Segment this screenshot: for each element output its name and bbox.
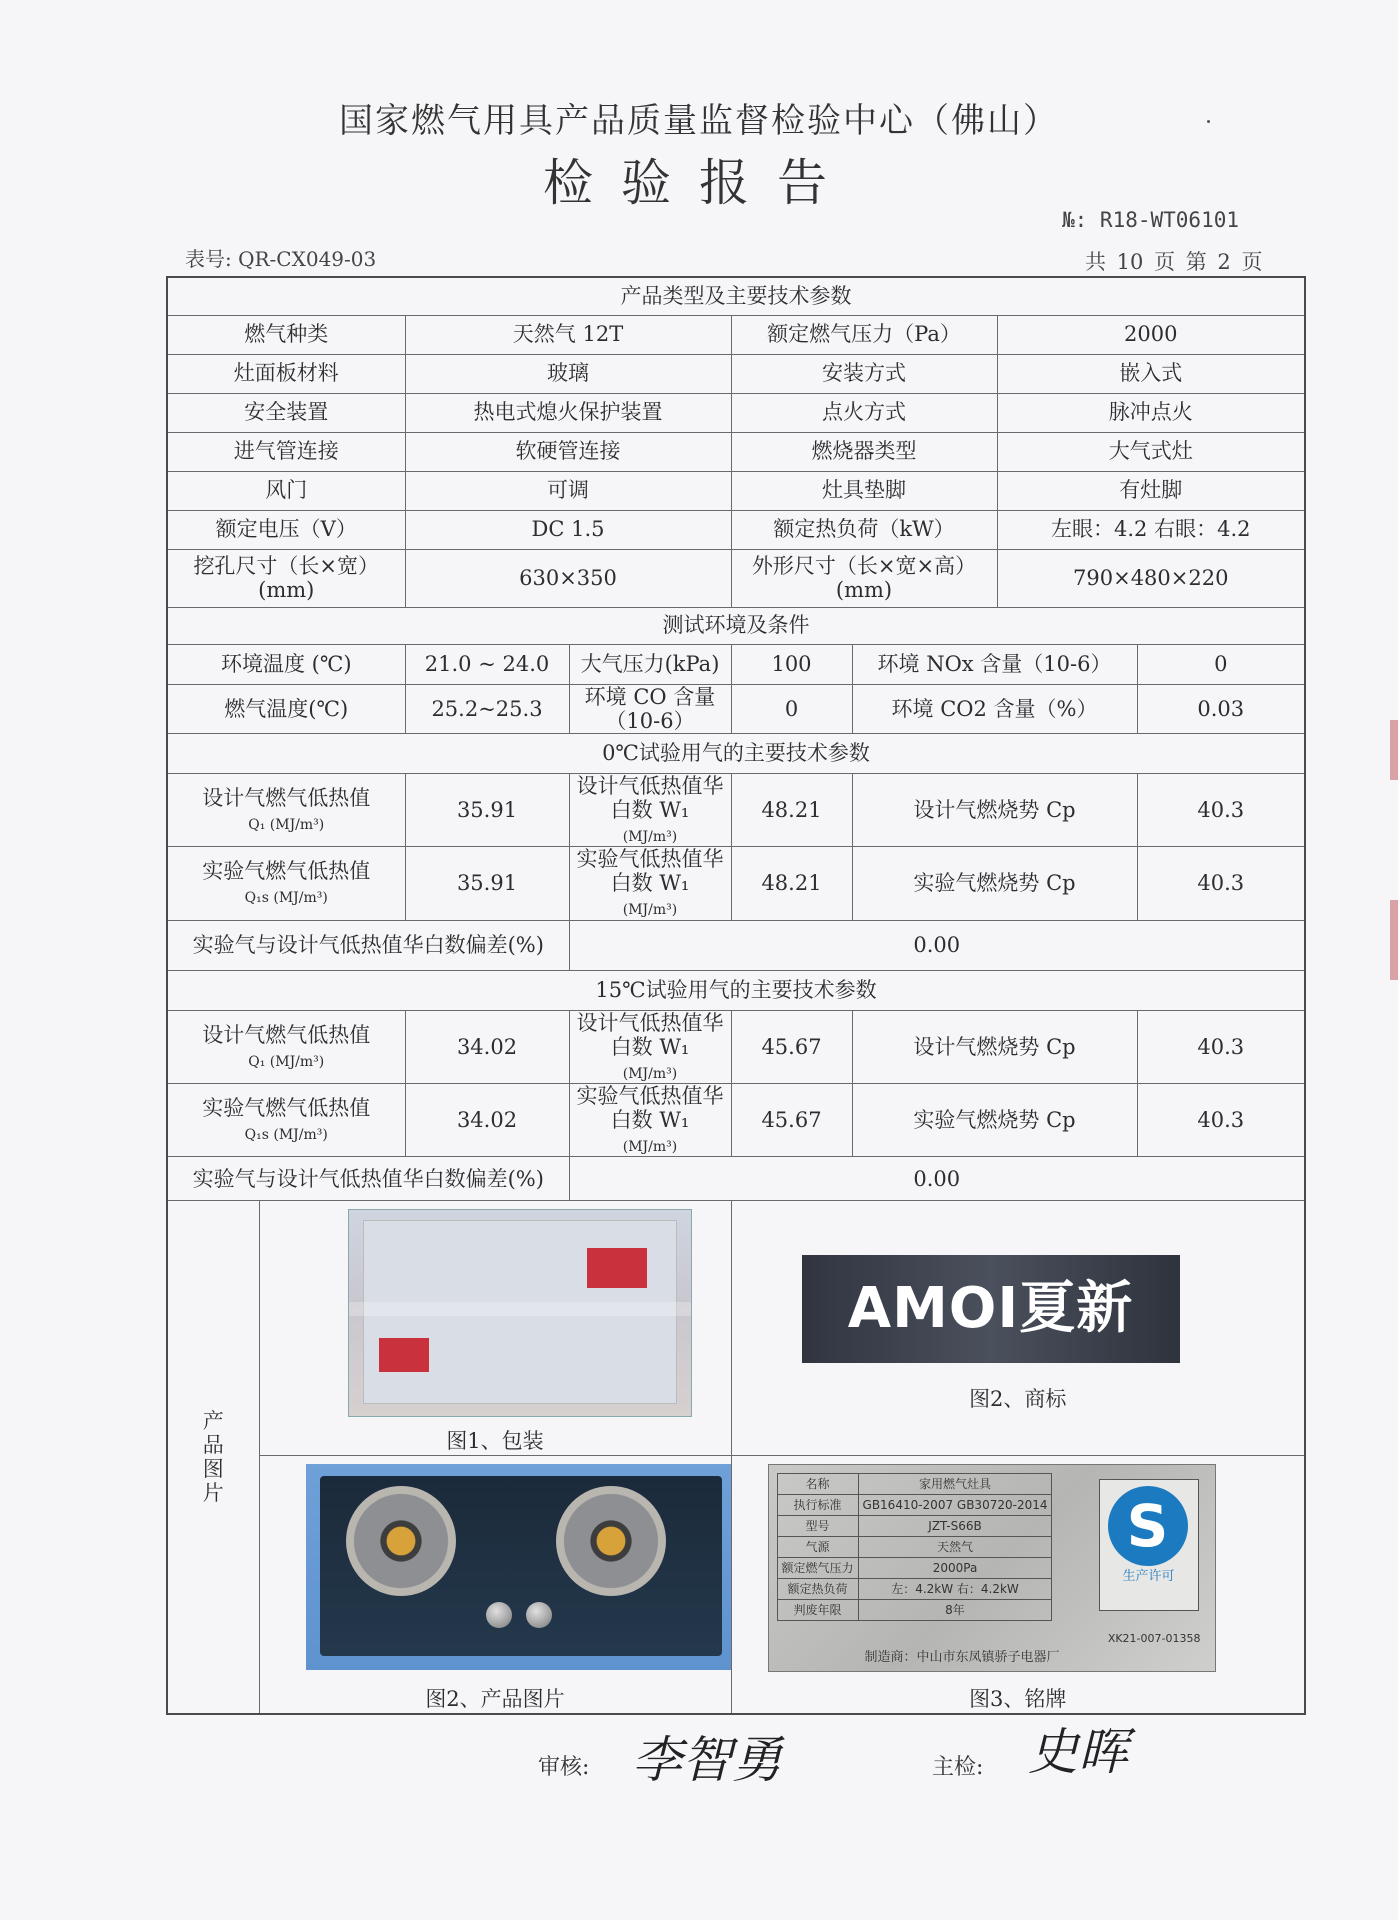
manufacturer: 制造商：中山市东凤镇骄子电器厂 (864, 1649, 1060, 1665)
report-table (166, 276, 1306, 1715)
gas-value: 34.02 (405, 1084, 569, 1157)
nameplate-value: 2000Pa (858, 1558, 1052, 1579)
nameplate-label: 执行标准 (777, 1495, 858, 1516)
deviation-value: 0.00 (569, 920, 1305, 970)
gas-value: 40.3 (1137, 773, 1305, 846)
gas-value: 40.3 (1137, 847, 1305, 920)
label-line: 设计气燃气低热值 (202, 785, 371, 810)
table-row (167, 920, 1305, 970)
label-unit: Q₁s (MJ/m³) (244, 1127, 328, 1144)
gas-value: 35.91 (405, 773, 569, 846)
label-unit: Q₁ (MJ/m³) (248, 816, 325, 833)
org-title: 国家燃气用具产品质量监督检验中心（佛山） (339, 101, 1059, 141)
param-label: 安全装置 (167, 393, 405, 432)
gas-value: 34.02 (405, 1010, 569, 1083)
gas-label (167, 847, 405, 920)
param-value: 2000 (997, 315, 1305, 354)
env-value: 0 (1137, 644, 1305, 684)
label-unit: (MJ/m³) (622, 902, 678, 919)
param-label: 风门 (167, 471, 405, 510)
label-line: 设计气低热值华白数 W₁ (576, 773, 724, 822)
gas-label: 设计气燃烧势 Cp (852, 1010, 1137, 1083)
figure-caption: 图3、铭牌 (969, 1686, 1067, 1711)
param-value: 软硬管连接 (405, 432, 731, 471)
nameplate-label: 气源 (777, 1537, 858, 1558)
env-label: 环境 CO 含量（10-6） (569, 684, 731, 733)
env-label: 大气压力(kPa) (569, 644, 731, 684)
table-row (167, 315, 1305, 354)
gas-label (167, 1010, 405, 1083)
figure-caption: 图2、商标 (969, 1387, 1067, 1412)
label-unit: (MJ/m³) (622, 1065, 678, 1082)
param-value: 790×480×220 (997, 549, 1305, 607)
edge-stamp-mark (1390, 720, 1398, 780)
figure-trademark (731, 1201, 1305, 1456)
param-label: 额定燃气压力（Pa） (731, 315, 997, 354)
packaging-photo (348, 1209, 692, 1417)
label-line: 实验气低热值华白数 W₁ (576, 1084, 724, 1133)
review-label: 审核: (538, 1755, 590, 1780)
param-label: 安装方式 (731, 354, 997, 393)
report-title: 检验报告 (543, 154, 855, 212)
nameplate-value: JZT-S66B (858, 1516, 1052, 1537)
table-row (167, 549, 1305, 607)
table-row (167, 1010, 1305, 1083)
param-label: 灶面板材料 (167, 354, 405, 393)
gas-label: 实验气燃烧势 Cp (852, 1084, 1137, 1157)
table-row (167, 684, 1305, 733)
section-title: 15℃试验用气的主要技术参数 (167, 970, 1305, 1010)
product-photo (306, 1464, 732, 1670)
param-value: 嵌入式 (997, 354, 1305, 393)
param-label (167, 549, 405, 607)
label-line: 外形尺寸（长×宽×高） (751, 553, 977, 578)
gas-value: 45.67 (731, 1084, 852, 1157)
figure-caption: 图1、包装 (446, 1429, 544, 1454)
gas-label (569, 1084, 731, 1157)
review-signature: 李智勇 (632, 1731, 782, 1789)
gas-value: 35.91 (405, 847, 569, 920)
env-value: 0.03 (1137, 684, 1305, 733)
param-value: 可调 (405, 471, 731, 510)
param-value: 脉冲点火 (997, 393, 1305, 432)
license-text: 生产许可 (1122, 1569, 1175, 1585)
env-value: 100 (731, 644, 852, 684)
param-label: 燃烧器类型 (731, 432, 997, 471)
label-unit: (mm) (835, 578, 893, 602)
gas-value: 40.3 (1137, 1010, 1305, 1083)
table-row (167, 1084, 1305, 1157)
param-value: 有灶脚 (997, 471, 1305, 510)
nameplate-table (777, 1473, 1053, 1621)
gas-label (167, 773, 405, 846)
gas-value: 45.67 (731, 1010, 852, 1083)
param-value: 天然气 12T (405, 315, 731, 354)
figure-caption: 图2、产品图片 (425, 1686, 565, 1711)
gas-value: 40.3 (1137, 1084, 1305, 1157)
table-row (167, 773, 1305, 846)
table-row (167, 471, 1305, 510)
label-line: 实验气燃气低热值 (202, 859, 371, 884)
gas-label: 设计气燃烧势 Cp (852, 773, 1137, 846)
param-label: 点火方式 (731, 393, 997, 432)
gas-label: 实验气燃烧势 Cp (852, 847, 1137, 920)
page-count: 共 10 页 第 2 页 (1085, 250, 1263, 274)
gas-value: 48.21 (731, 773, 852, 846)
label-line: 实验气低热值华白数 W₁ (576, 847, 724, 896)
label-char: 品 (202, 1433, 224, 1458)
nameplate-label: 名称 (777, 1474, 858, 1495)
label-unit: (MJ/m³) (622, 829, 678, 846)
label-unit: Q₁s (MJ/m³) (244, 890, 328, 907)
nameplate-photo (768, 1464, 1216, 1672)
label-unit: (mm) (258, 578, 315, 602)
deviation-label: 实验气与设计气低热值华白数偏差(%) (167, 1157, 569, 1201)
nameplate-value: 左：4.2kW 右：4.2kW (858, 1579, 1052, 1600)
env-value: 25.2~25.3 (405, 684, 569, 733)
report-number: №: R18-WT06101 (1062, 208, 1240, 232)
param-label: 额定电压（V） (167, 510, 405, 549)
param-label: 进气管连接 (167, 432, 405, 471)
qs-icon: S (1108, 1486, 1188, 1566)
env-value: 0 (731, 684, 852, 733)
label-line: 实验气燃气低热值 (202, 1096, 371, 1121)
nameplate-value: 家用燃气灶具 (858, 1474, 1052, 1495)
form-number: 表号: QR-CX049-03 (185, 247, 377, 271)
env-label: 环境 CO2 含量（%） (852, 684, 1137, 733)
env-value: 21.0 ~ 24.0 (405, 644, 569, 684)
nameplate-value: 8年 (858, 1600, 1052, 1621)
param-value: 左眼：4.2 右眼：4.2 (997, 510, 1305, 549)
inspector-label: 主检: (932, 1755, 984, 1780)
table-row (167, 354, 1305, 393)
deviation-value: 0.00 (569, 1157, 1305, 1201)
section-title: 测试环境及条件 (167, 607, 1305, 644)
license-number: XK21-007-01358 (1107, 1631, 1201, 1645)
table-row (167, 1157, 1305, 1201)
section-title: 产品类型及主要技术参数 (167, 277, 1305, 315)
label-line: 设计气低热值华白数 W₁ (576, 1010, 724, 1059)
nameplate-value: 天然气 (858, 1537, 1052, 1558)
param-value: 大气式灶 (997, 432, 1305, 471)
gas-label (569, 847, 731, 920)
env-label: 环境温度 (℃) (167, 644, 405, 684)
param-label: 灶具垫脚 (731, 471, 997, 510)
table-row (167, 847, 1305, 920)
gas-label (569, 1010, 731, 1083)
table-row (167, 393, 1305, 432)
gas-label (569, 773, 731, 846)
qs-mark (1099, 1479, 1199, 1611)
label-char: 产 (202, 1408, 224, 1433)
param-value: 630×350 (405, 549, 731, 607)
label-char: 图 (202, 1457, 224, 1482)
product-photos-label (167, 1201, 259, 1714)
figure-nameplate (731, 1456, 1305, 1714)
table-row (167, 510, 1305, 549)
trademark-logo: AMOI夏新 (802, 1255, 1180, 1363)
param-label: 燃气种类 (167, 315, 405, 354)
figure-product (259, 1456, 731, 1714)
nameplate-value: GB16410-2007 GB30720-2014 (858, 1495, 1052, 1516)
deviation-label: 实验气与设计气低热值华白数偏差(%) (167, 920, 569, 970)
nameplate-label: 判废年限 (777, 1600, 858, 1621)
gas-label (167, 1084, 405, 1157)
label-line: 挖孔尺寸（长×宽） (193, 553, 380, 578)
env-label: 燃气温度(℃) (167, 684, 405, 733)
label-unit: (MJ/m³) (622, 1139, 678, 1156)
table-row (167, 432, 1305, 471)
label-unit: Q₁ (MJ/m³) (248, 1053, 325, 1070)
param-value: 热电式熄火保护装置 (405, 393, 731, 432)
section-title: 0℃试验用气的主要技术参数 (167, 733, 1305, 773)
param-label: 额定热负荷（kW） (731, 510, 997, 549)
nameplate-label: 额定热负荷 (777, 1579, 858, 1600)
env-label: 环境 NOx 含量（10-6） (852, 644, 1137, 684)
param-label (731, 549, 997, 607)
nameplate-label: 型号 (777, 1516, 858, 1537)
nameplate-label: 额定燃气压力 (777, 1558, 858, 1579)
figure-packaging (259, 1201, 731, 1456)
table-row (167, 644, 1305, 684)
label-char: 片 (202, 1481, 224, 1506)
param-value: DC 1.5 (405, 510, 731, 549)
edge-stamp-mark (1390, 900, 1398, 980)
label-line: 设计气燃气低热值 (202, 1022, 371, 1047)
param-value: 玻璃 (405, 354, 731, 393)
inspector-signature: 史晖 (1028, 1723, 1128, 1781)
gas-value: 48.21 (731, 847, 852, 920)
